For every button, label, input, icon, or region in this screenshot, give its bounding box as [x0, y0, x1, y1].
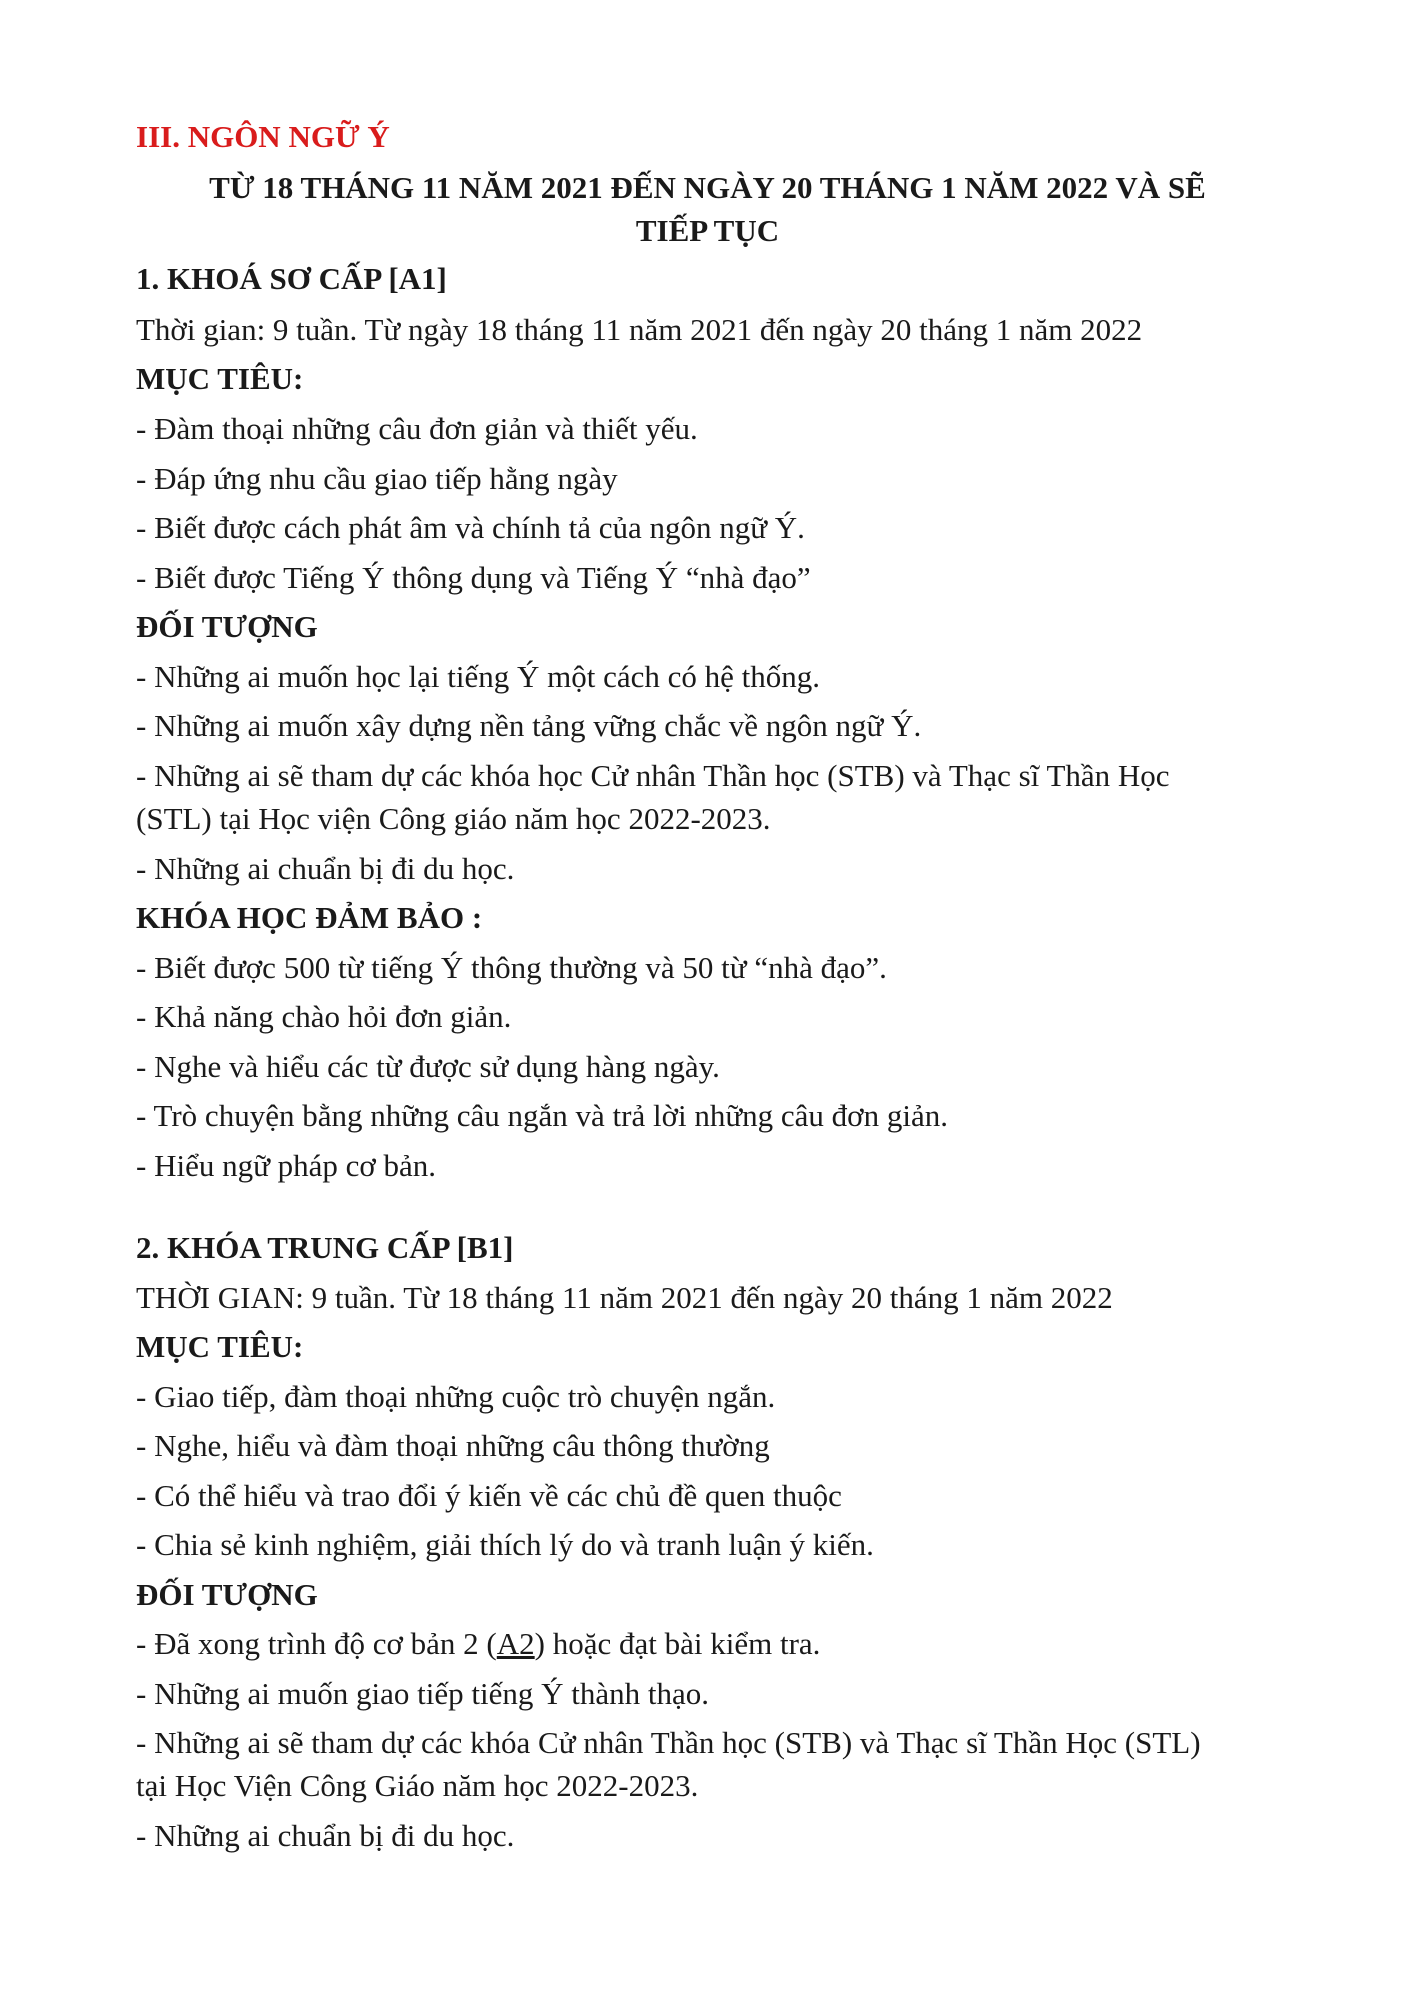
course2-audience-item: - Những ai muốn giao tiếp tiếng Ý thành thạo. — [136, 1676, 709, 1711]
course1-audience-item: - Những ai muốn học lại tiếng Ý một cách có hệ thống. — [136, 659, 820, 694]
course1-guarantee-item: - Khả năng chào hỏi đơn giản. — [136, 999, 512, 1034]
date-heading-line-1: TỪ 18 THÁNG 11 NĂM 2021 ĐẾN NGÀY 20 THÁNG 1 NĂM 2022 VÀ SẼ — [209, 170, 1206, 205]
course1-goal-item: - Biết được cách phát âm và chính tả của ngôn ngữ Ý. — [136, 510, 805, 545]
course1-guarantee-item: - Trò chuyện bằng những câu ngắn và trả lời những câu đơn giản. — [136, 1098, 948, 1133]
course1-title: 1. KHOÁ SƠ CẤP [A1] — [136, 261, 447, 296]
course1-audience-item: (STL) tại Học viện Công giáo năm học 2022-2023. — [136, 801, 771, 836]
course1-goals-heading: MỤC TIÊU: — [136, 361, 304, 396]
course1-audience-heading: ĐỐI TƯỢNG — [136, 609, 318, 644]
date-heading-line-2: TIẾP TỤC — [635, 213, 780, 248]
course2-audience-item: - Những ai chuẩn bị đi du học. — [136, 1818, 515, 1853]
course1-duration: Thời gian: 9 tuần. Từ ngày 18 tháng 11 năm 2021 đến ngày 20 tháng 1 năm 2022 — [136, 312, 1143, 347]
course2-duration: THỜI GIAN: 9 tuần. Từ 18 tháng 11 năm 2021 đến ngày 20 tháng 1 năm 2022 — [136, 1280, 1113, 1315]
course2-title: 2. KHÓA TRUNG CẤP [B1] — [136, 1230, 514, 1265]
course2-audience-heading: ĐỐI TƯỢNG — [136, 1577, 318, 1612]
course1-guarantee-item: - Hiểu ngữ pháp cơ bản. — [136, 1148, 437, 1183]
course1-audience-item: - Những ai chuẩn bị đi du học. — [136, 851, 515, 886]
course1-guarantee-item: - Biết được 500 từ tiếng Ý thông thường và 50 từ “nhà đạo”. — [136, 950, 887, 985]
course2-goal-item: - Giao tiếp, đàm thoại những cuộc trò chuyện ngắn. — [136, 1379, 776, 1414]
course1-goal-item: - Biết được Tiếng Ý thông dụng và Tiếng Ý “nhà đạo” — [136, 560, 811, 595]
course2-goal-item: - Nghe, hiểu và đàm thoại những câu thông thường — [136, 1428, 770, 1463]
course2-goal-item: - Chia sẻ kinh nghiệm, giải thích lý do và tranh luận ý kiến. — [136, 1527, 874, 1562]
course1-audience-item: - Những ai sẽ tham dự các khóa học Cử nhân Thần học (STB) và Thạc sĩ Thần Học — [136, 758, 1170, 793]
course2-goals-heading: MỤC TIÊU: — [136, 1329, 304, 1364]
course2-audience-item: tại Học Viện Công Giáo năm học 2022-2023. — [136, 1768, 699, 1803]
section-title: III. NGÔN NGỮ Ý — [136, 119, 390, 154]
course1-guarantee-item: - Nghe và hiểu các từ được sử dụng hàng ngày. — [136, 1049, 720, 1084]
course1-audience-item: - Những ai muốn xây dựng nền tảng vững chắc về ngôn ngữ Ý. — [136, 708, 922, 743]
course1-goal-item: - Đáp ứng nhu cầu giao tiếp hằng ngày — [136, 461, 618, 496]
course2-goal-item: - Có thể hiểu và trao đổi ý kiến về các chủ đề quen thuộc — [136, 1478, 842, 1513]
course1-goal-item: - Đàm thoại những câu đơn giản và thiết yếu. — [136, 411, 698, 446]
a2-link[interactable]: A2 — [496, 1626, 535, 1661]
course2-audience-item — [136, 1624, 820, 1664]
course1-guarantee-heading: KHÓA HỌC ĐẢM BẢO : — [136, 900, 483, 935]
course2-audience-suffix: ) hoặc đạt bài kiểm tra. — [534, 1626, 821, 1661]
course2-audience-prefix: - Đã xong trình độ cơ bản 2 ( — [136, 1626, 497, 1661]
course2-audience-item: - Những ai sẽ tham dự các khóa Cử nhân Thần học (STB) và Thạc sĩ Thần Học (STL) — [136, 1725, 1201, 1760]
